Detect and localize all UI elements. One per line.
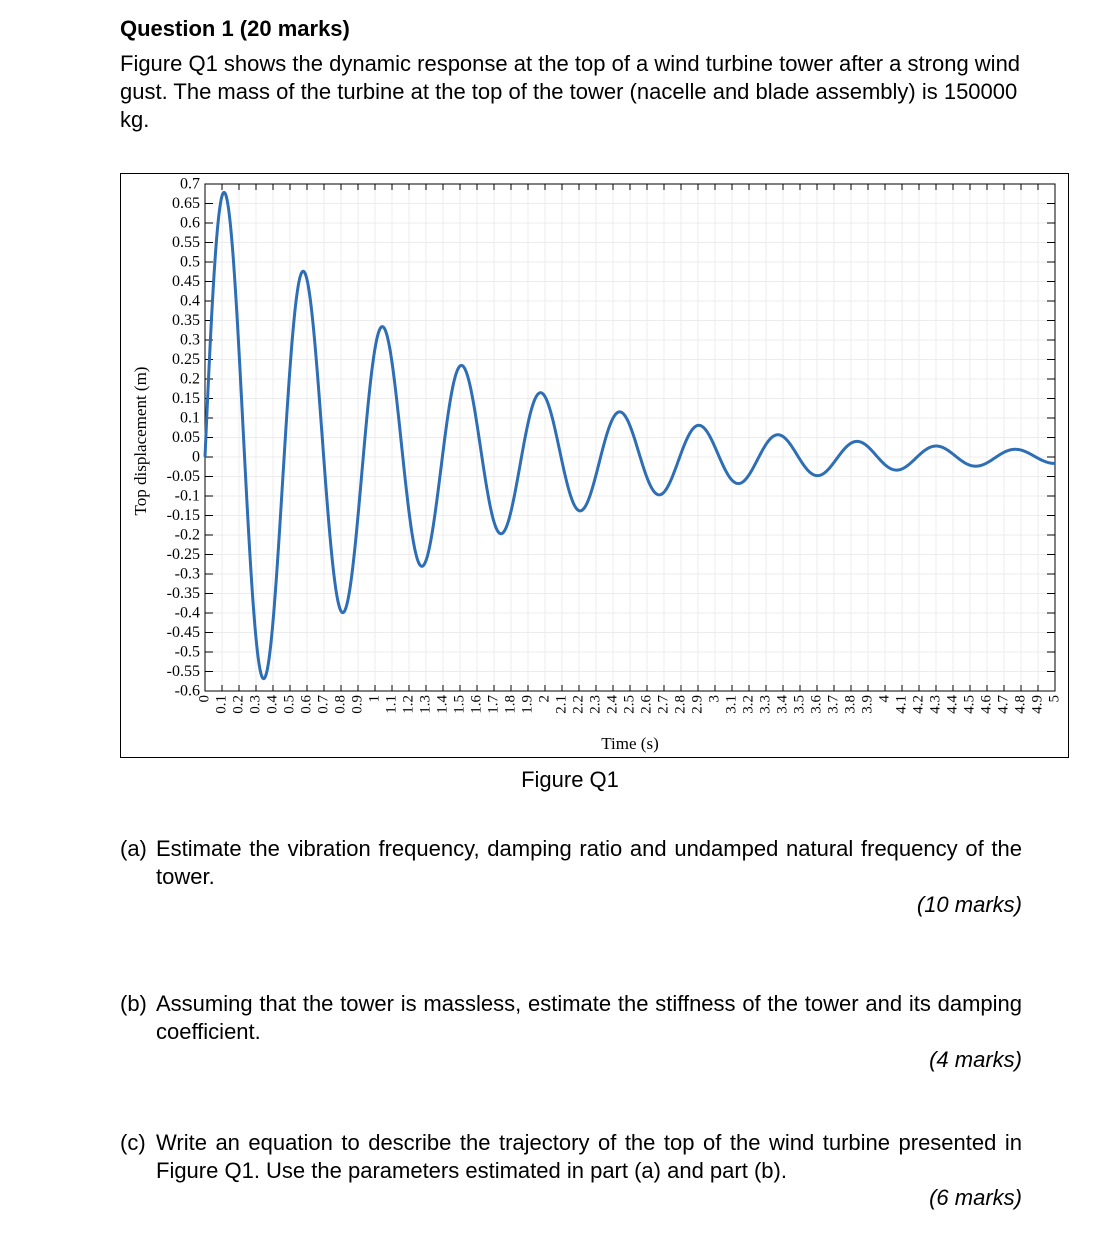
- displacement-chart: [121, 174, 1070, 759]
- y-tick-label: 0.2: [180, 370, 200, 388]
- y-axis-label: Top displacement (m): [131, 366, 150, 516]
- x-tick-label: 2.8: [672, 695, 689, 714]
- y-tick-label: -0.4: [174, 604, 200, 622]
- y-tick-label: -0.25: [166, 546, 200, 563]
- y-tick-label: -0.6: [174, 682, 200, 700]
- y-tick-label: 0.5: [180, 253, 200, 271]
- y-tick-label: 0.3: [180, 331, 200, 349]
- x-tick-label: 3.7: [825, 695, 842, 714]
- x-tick-label: 1.9: [519, 695, 536, 714]
- figure-caption: Figure Q1: [521, 767, 619, 792]
- x-tick-label: 0.9: [349, 695, 366, 714]
- x-tick-label: 2.5: [621, 695, 638, 714]
- question-intro: Figure Q1 shows the dynamic response at the top of a wind turbine tower after a strong wind gust. The mass of the turbine at the top of the tower (nacelle and blade assembly) is 150000 kg.: [120, 51, 1021, 132]
- x-tick-label: 4.4: [944, 695, 961, 714]
- y-tick-label: 0.1: [180, 409, 200, 427]
- x-tick-labels: [196, 695, 1062, 714]
- x-tick-label: 0.8: [332, 695, 349, 714]
- part-c-label: (c): [120, 1130, 146, 1155]
- x-tick-label: 3.8: [842, 695, 859, 714]
- x-tick-label: 1.8: [502, 695, 519, 714]
- question-title: Question 1 (20 marks): [120, 16, 350, 41]
- x-tick-label: 2.3: [587, 695, 604, 714]
- x-tick-label: 4: [876, 695, 893, 703]
- x-tick-label: 2.1: [553, 695, 570, 714]
- y-tick-label: 0.6: [180, 214, 200, 232]
- x-tick-label: 0.6: [298, 695, 315, 714]
- y-tick-label: 0.55: [172, 234, 200, 251]
- part-c: [120, 1129, 1022, 1185]
- y-tick-label: 0.15: [172, 390, 200, 407]
- part-c-text: Write an equation to describe the trajectory of the top of the wind turbine presented in Figure Q1. Use the parameters estimated in part (a) and part (b).: [156, 1130, 1022, 1183]
- x-tick-label: 0.5: [281, 695, 298, 714]
- x-tick-label: 4.3: [927, 695, 944, 714]
- x-tick-label: 0.2: [230, 695, 247, 714]
- x-tick-label: 4.9: [1029, 695, 1046, 714]
- y-tick-label: -0.55: [166, 663, 200, 680]
- x-tick-label: 0.4: [264, 695, 281, 714]
- y-tick-label: 0.25: [172, 351, 200, 368]
- part-b: [120, 990, 1022, 1046]
- part-a-marks: (10 marks): [916, 892, 1022, 917]
- y-tick-label: 0.4: [180, 292, 200, 310]
- y-tick-label: 0: [192, 448, 200, 466]
- x-tick-label: 2.4: [604, 695, 621, 714]
- x-tick-label: 0.7: [315, 695, 332, 714]
- x-tick-label: 3.1: [723, 695, 740, 714]
- x-tick-label: 0.3: [247, 695, 264, 714]
- y-tick-label: -0.15: [166, 507, 200, 524]
- x-tick-label: 4.1: [893, 695, 910, 714]
- x-tick-label: 1.7: [485, 695, 502, 714]
- x-tick-label: 4.2: [910, 695, 927, 714]
- y-tick-label: -0.45: [166, 624, 200, 641]
- x-tick-label: 1.5: [451, 695, 468, 714]
- y-tick-label: 0.05: [172, 429, 200, 446]
- y-tick-label: 0.35: [172, 312, 200, 329]
- x-tick-label: 1.2: [400, 695, 417, 714]
- part-a-label: (a): [120, 836, 147, 861]
- x-tick-label: 3.3: [757, 695, 774, 714]
- x-tick-label: 3.4: [774, 695, 791, 714]
- y-tick-label: 0.7: [180, 175, 200, 193]
- x-tick-label: 3.6: [808, 695, 825, 714]
- part-a: [120, 835, 1022, 891]
- chart-grid: [205, 184, 1055, 691]
- part-b-marks: (4 marks): [929, 1047, 1022, 1072]
- y-tick-label: -0.35: [166, 585, 200, 602]
- x-tick-label: 2.6: [638, 695, 655, 714]
- y-tick-label: 0.45: [172, 273, 200, 290]
- x-tick-label: 4.5: [961, 695, 978, 714]
- part-b-text: Assuming that the tower is massless, estimate the stiffness of the tower and its damping coefficient.: [156, 991, 1022, 1044]
- y-tick-label: -0.1: [174, 487, 200, 505]
- x-tick-label: 1.1: [383, 695, 400, 714]
- x-tick-label: 5: [1046, 695, 1063, 703]
- x-tick-label: 3.2: [740, 695, 757, 714]
- x-tick-label: 4.6: [978, 695, 995, 714]
- y-tick-labels: [167, 176, 200, 700]
- x-tick-label: 1.3: [417, 695, 434, 714]
- x-tick-label: 0: [196, 695, 213, 703]
- figure-q1: [120, 173, 1069, 758]
- y-tick-label: -0.2: [174, 526, 200, 544]
- x-tick-label: 2.9: [689, 695, 706, 714]
- x-tick-label: 3: [706, 695, 723, 703]
- x-tick-label: 4.7: [995, 695, 1012, 714]
- x-tick-label: 1.6: [468, 695, 485, 714]
- x-tick-label: 2: [536, 695, 553, 703]
- x-tick-label: 4.8: [1012, 695, 1029, 714]
- x-tick-label: 3.5: [791, 695, 808, 714]
- y-tick-label: -0.3: [174, 565, 200, 583]
- part-b-label: (b): [120, 991, 147, 1016]
- x-axis-label: Time (s): [601, 734, 659, 753]
- y-tick-label: 0.65: [172, 195, 200, 212]
- x-tick-label: 0.1: [213, 695, 230, 714]
- x-tick-label: 1: [366, 695, 383, 703]
- x-tick-label: 2.2: [570, 695, 587, 714]
- x-tick-label: 3.9: [859, 695, 876, 714]
- x-tick-label: 1.4: [434, 695, 451, 714]
- part-a-text: Estimate the vibration frequency, damping ratio and undamped natural frequency of the tower.: [156, 836, 1022, 889]
- y-tick-label: -0.5: [174, 643, 200, 661]
- y-tick-label: -0.05: [166, 468, 200, 485]
- x-tick-label: 2.7: [655, 695, 672, 714]
- part-c-marks: (6 marks): [929, 1185, 1022, 1210]
